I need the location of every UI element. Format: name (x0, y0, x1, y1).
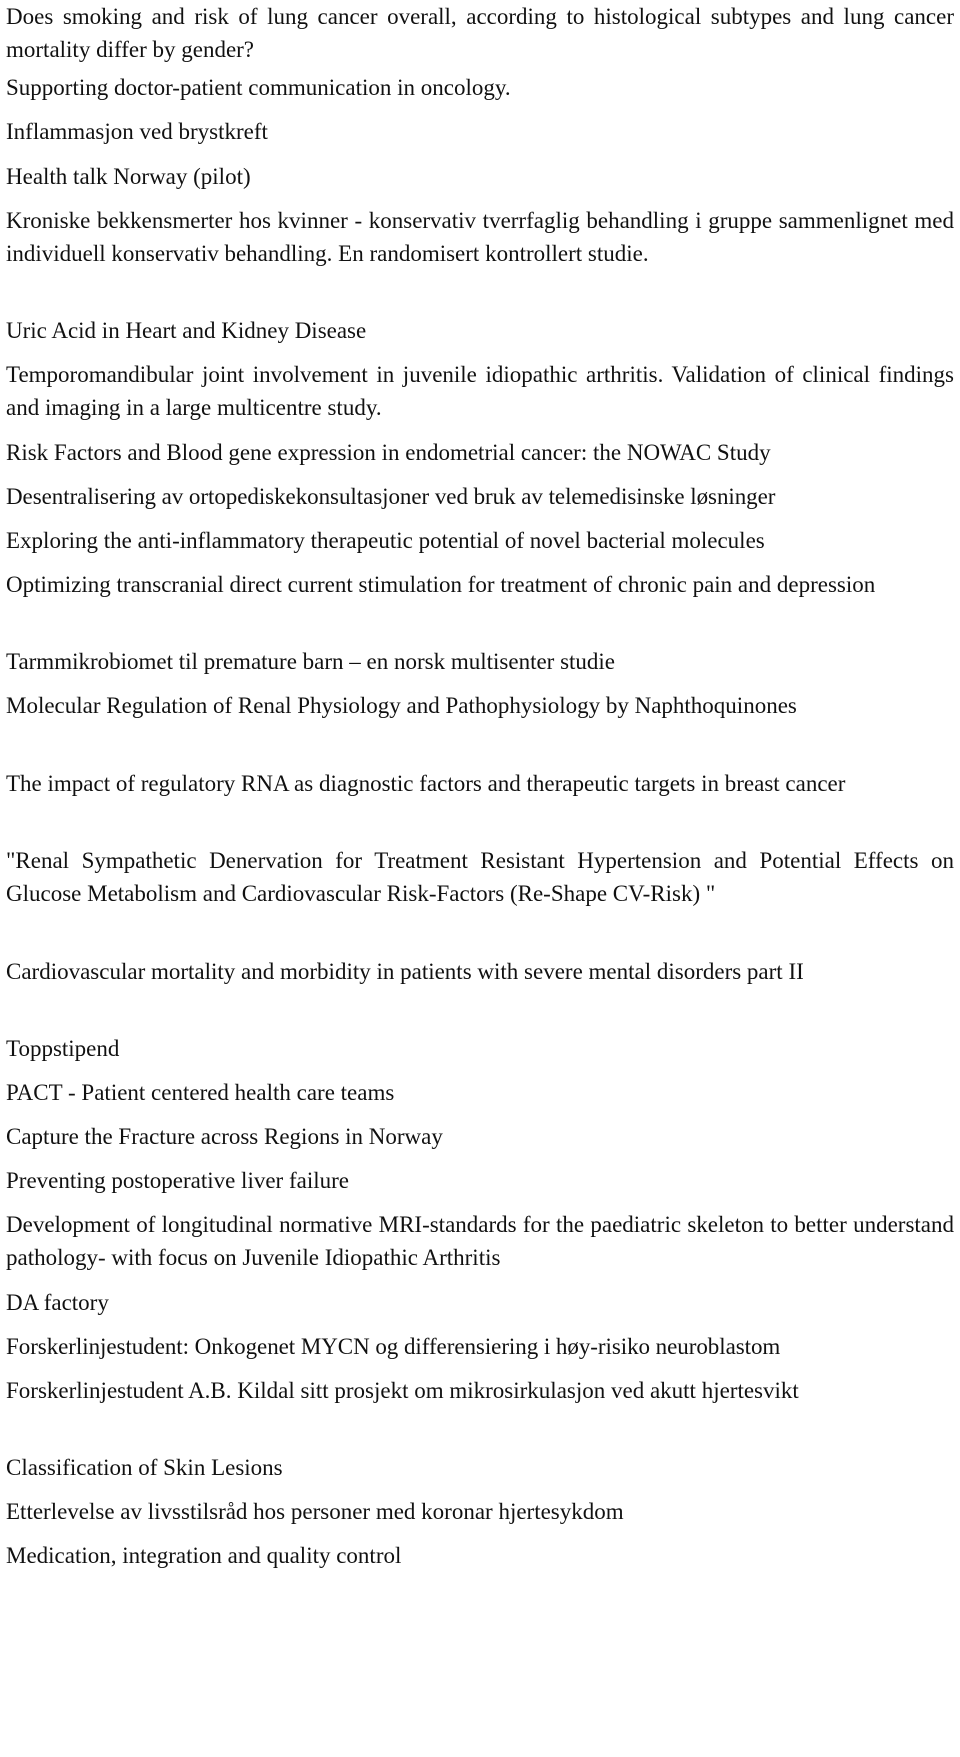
project-title: Inflammasjon ved brystkreft (6, 119, 268, 144)
project-title: Does smoking and risk of lung cancer overall, according to histological subtypes and lung cancer mortality differ by gender? (6, 4, 954, 62)
project-title: Supporting doctor-patient communication in oncology. (6, 75, 511, 100)
project-title: Health talk Norway (pilot) (6, 164, 251, 189)
project-title: "Renal Sympathetic Denervation for Treatment Resistant Hypertension and Potential Effects on Glucose Metabolism and Cardiovascular Risk-Factors (Re-Shape CV-Risk) " (6, 848, 954, 906)
project-title: Tarmmikrobiomet til premature barn – en norsk multisenter studie (6, 649, 616, 674)
project-title: Capture the Fracture across Regions in Norway (6, 1124, 443, 1149)
project-title: Development of longitudinal normative MRI-standards for the paediatric skeleton to better understand pathology- with focus on Juvenile Idiopathic Arthritis (6, 1212, 954, 1270)
project-title: Uric Acid in Heart and Kidney Disease (6, 318, 367, 343)
project-title: Desentralisering av ortopediskekonsultasjoner ved bruk av telemedisinske løsninger (6, 484, 776, 509)
project-title: Classification of Skin Lesions (6, 1455, 283, 1480)
project-title: Exploring the anti-inflammatory therapeutic potential of novel bacterial molecules (6, 528, 765, 553)
project-title: Medication, integration and quality control (6, 1543, 402, 1568)
project-title: Forskerlinjestudent A.B. Kildal sitt prosjekt om mikrosirkulasjon ved akutt hjertesvikt (6, 1378, 799, 1403)
project-title: Forskerlinjestudent: Onkogenet MYCN og differensiering i høy-risiko neuroblastom (6, 1334, 781, 1359)
project-title: Cardiovascular mortality and morbidity in patients with severe mental disorders part II (6, 959, 804, 984)
project-title: Risk Factors and Blood gene expression in endometrial cancer: the NOWAC Study (6, 440, 771, 465)
project-title: Molecular Regulation of Renal Physiology and Pathophysiology by Naphthoquinones (6, 693, 797, 718)
project-title: Temporomandibular joint involvement in juvenile idiopathic arthritis. Validation of clinical findings and imaging in a large multicentre study. (6, 362, 954, 420)
project-title: DA factory (6, 1290, 109, 1315)
project-title: Preventing postoperative liver failure (6, 1168, 349, 1193)
project-title: Optimizing transcranial direct current stimulation for treatment of chronic pain and depression (6, 572, 876, 597)
project-title: PACT - Patient centered health care teams (6, 1080, 395, 1105)
project-title: Kroniske bekkensmerter hos kvinner - konservativ tverrfaglig behandling i gruppe sammenlignet med individuell konservativ behandling. En randomisert kontrollert studie. (6, 208, 954, 266)
project-title: The impact of regulatory RNA as diagnostic factors and therapeutic targets in breast cancer (6, 771, 846, 796)
project-title: Etterlevelse av livsstilsråd hos personer med koronar hjertesykdom (6, 1499, 624, 1524)
project-title: Toppstipend (6, 1036, 120, 1061)
